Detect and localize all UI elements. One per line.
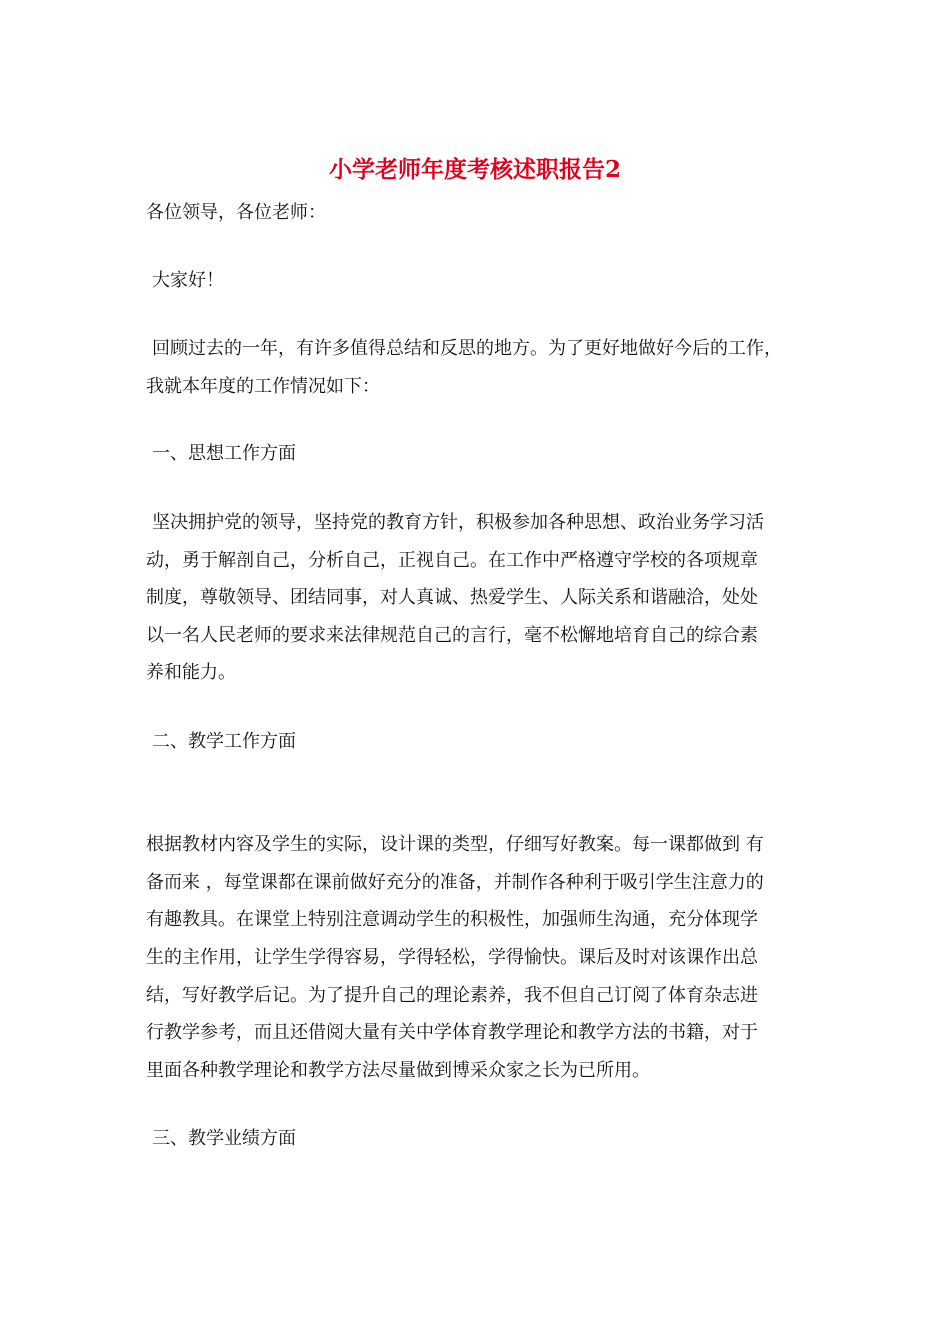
section1-line-1: 坚决拥护党的领导，坚持党的教育方针，积极参加各种思想、政治业务学习活 xyxy=(152,512,764,533)
document-title: 小学老师年度考核述职报告2 xyxy=(328,156,621,183)
section2-line-6: 行教学参考，而且还借阅大量有关中学体育教学理论和教学方法的书籍，对于 xyxy=(146,1022,758,1043)
section2-line-3: 有趣教具。在课堂上特别注意调动学生的积极性，加强师生沟通，充分体现学 xyxy=(146,909,758,930)
salutation: 各位领导，各位老师： xyxy=(146,202,326,223)
section1-heading: 一、思想工作方面 xyxy=(152,443,296,464)
greeting: 大家好！ xyxy=(152,270,224,291)
section2-heading: 二、教学工作方面 xyxy=(152,731,296,752)
intro-line-1: 回顾过去的一年，有许多值得总结和反思的地方。为了更好地做好今后的工作， xyxy=(152,338,782,359)
section1-line-4: 以一名人民老师的要求来法律规范自己的言行，毫不松懈地培育自己的综合素 xyxy=(146,625,758,646)
section2-line-1: 根据教材内容及学生的实际，设计课的类型，仔细写好教案。每一课都做到 有 xyxy=(146,834,764,855)
section2-line-4: 生的主作用，让学生学得容易，学得轻松，学得愉快。课后及时对该课作出总 xyxy=(146,947,758,968)
section1-line-2: 动，勇于解剖自己，分析自己，正视自己。在工作中严格遵守学校的各项规章 xyxy=(146,550,758,571)
section1-line-5: 养和能力。 xyxy=(146,662,236,683)
section2-line-5: 结，写好教学后记。为了提升自己的理论素养，我不但自己订阅了体育杂志进 xyxy=(146,985,758,1006)
section2-line-2: 备而来 ，每堂课都在课前做好充分的准备，并制作各种利于吸引学生注意力的 xyxy=(146,872,764,893)
intro-line-2: 我就本年度的工作情况如下： xyxy=(146,376,380,397)
section1-line-3: 制度，尊敬领导、团结同事，对人真诚、热爱学生、人际关系和谐融洽，处处 xyxy=(146,587,758,608)
section3-heading: 三、教学业绩方面 xyxy=(152,1128,296,1149)
section2-line-7: 里面各种教学理论和教学方法尽量做到博采众家之长为已所用。 xyxy=(146,1060,650,1081)
